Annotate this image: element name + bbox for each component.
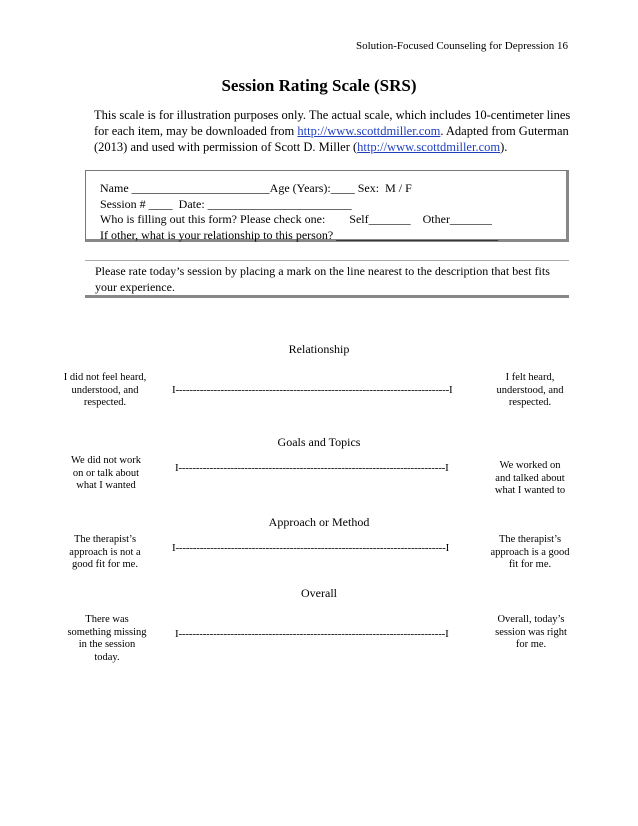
page-title: Session Rating Scale (SRS) — [221, 76, 417, 95]
scale-title-overall: Overall — [301, 586, 337, 600]
overall-rating-line[interactable]: I-----------------------------------------------------------------------------I — [175, 628, 449, 640]
goals-left-anchor: We did not work on or talk about what I wanted — [70, 455, 142, 491]
rating-instruction: Please rate today’s session by placing a mark on the line nearest to the description that best fits your experience. — [85, 260, 569, 298]
running-head: Solution-Focused Counseling for Depression 16 — [355, 40, 568, 52]
scottdmiller-link-2[interactable]: http://www.scottdmiller.com — [357, 140, 501, 154]
overall-right-anchor: Overall, today’s session was right for me. — [495, 614, 567, 650]
intro-text-1: This scale is for illustration purposes only. The actual scale, which includes 10-centimeter lines for each item, may be downloaded from — [94, 108, 571, 138]
form-relationship-line[interactable]: If other, what is your relationship to this person? ___________________________ — [100, 227, 499, 242]
relationship-rating-line[interactable]: I-------------------------------------------------------------------------------I — [172, 384, 453, 396]
goals-right-anchor: We worked on and talked about what I wanted to — [494, 460, 566, 496]
scale-title-goals-topics: Goals and Topics — [277, 435, 361, 449]
intro-text-2: . Adapted from Guterman (2013) and used with permission of Scott D. Miller ( — [94, 124, 569, 154]
approach-rating-line[interactable]: I------------------------------------------------------------------------------I — [172, 542, 450, 554]
form-session-line[interactable]: Session # ____ Date: ________________________ — [100, 196, 352, 211]
relationship-right-anchor: I felt heard, understood, and respected. — [496, 372, 564, 408]
scale-title-approach-method: Approach or Method — [268, 515, 370, 529]
intro-paragraph — [94, 107, 574, 155]
scale-title-relationship: Relationship — [288, 342, 350, 356]
form-who-line[interactable]: Who is filling out this form? Please check one: Self_______ Other_______ — [100, 212, 492, 226]
intro-text-3: ). — [500, 140, 508, 154]
approach-left-anchor: The therapist’s approach is not a good fit for me. — [69, 534, 141, 570]
scottdmiller-link-1[interactable]: http://www.scottdmiller.com — [297, 124, 441, 138]
goals-rating-line[interactable]: I-----------------------------------------------------------------------------I — [175, 462, 449, 474]
overall-left-anchor: There was something missing in the session today. — [67, 614, 147, 663]
client-info-form — [85, 170, 569, 242]
form-name-line[interactable]: Name _______________________Age (Years):____ Sex: M / F — [100, 181, 412, 195]
approach-right-anchor: The therapist’s approach is a good fit for me. — [490, 534, 570, 570]
relationship-left-anchor: I did not feel heard, understood, and respected. — [63, 372, 147, 408]
